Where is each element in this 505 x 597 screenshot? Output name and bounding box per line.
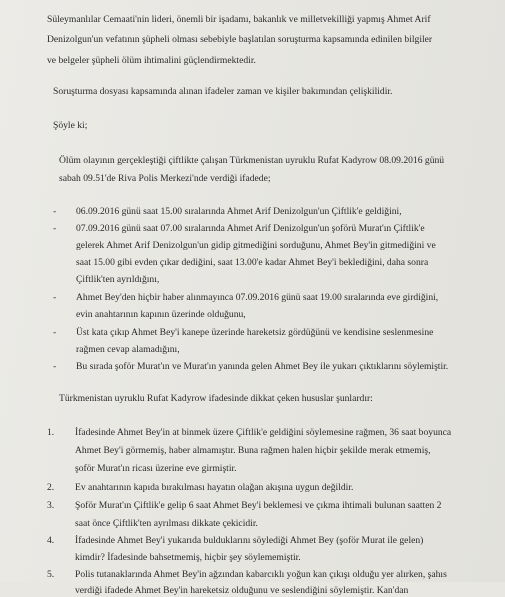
bullet-line: gelerek Ahmet Arif Denizolgun'un gidip gitmediğini sorduğunu, Ahmet Bey'in gitmediğini ve xyxy=(76,240,436,251)
list-number: 3. xyxy=(47,500,55,511)
list-number: 5. xyxy=(47,569,55,580)
list-number: 4. xyxy=(47,535,55,546)
list-number: 2. xyxy=(47,482,55,493)
bullet-line: rağmen cevap alamadığını, xyxy=(76,344,180,355)
list-line: Ev anahtarının kapıda bırakılması hayatın olağan akışına uygun değildir. xyxy=(75,482,354,493)
intro-line: Denizolgun'un vefatının şüpheli olması sebebiyle başlatılan soruşturma kapsamında edinilen bilgiler xyxy=(47,34,433,45)
bullet-line: evin anahtarının kapının üzerinde olduğunu, xyxy=(76,309,246,320)
list-line: İfadesinde Ahmet Bey'i yukarıda bulduklarını söylediği Ahmet Bey (şoför Murat ile gelen) xyxy=(75,535,424,546)
bullet-mark: - xyxy=(53,327,57,338)
paragraph: Soruşturma dosyası kapsamında alınan ifadeler zaman ve kişiler bakımından çelişkilidir. xyxy=(53,86,393,97)
bullet-mark: - xyxy=(53,206,57,217)
bullet-mark: - xyxy=(53,361,57,372)
list-line: şoför Murat'ın ricası üzerine eve girmiştir. xyxy=(75,463,237,474)
bullet-line: Bu sırada şoför Murat'ın ve Murat'ın yanında gelen Ahmet Bey ile yukarı çıktıklarını söylemiştir. xyxy=(76,361,449,372)
list-line: verdiği ifadede Ahmet Bey'in hareketsiz olduğunu ve seslendiğini söylemiştir. Kan'dan xyxy=(75,585,409,596)
list-line: kimdir? İfadesinde bahsetmemiş, hiçbir şey söylememiştir. xyxy=(75,552,301,563)
intro-line: ve belgeler şüpheli ölüm ihtimalini güçlendirmektedir. xyxy=(47,55,256,66)
bullet-line: 07.09.2016 günü saat 07.00 sıralarında Ahmet Arif Denizolgun'un şoförü Murat'ın Çiftlik'e xyxy=(76,223,425,234)
list-line: İfadesinde Ahmet Bey'in at binmek üzere Çiftlik'e geldiğini söylemesine rağmen, 36 saat boyunca xyxy=(75,427,452,438)
bullet-mark: - xyxy=(53,223,57,234)
bullet-line: saat 15.00 gibi evden çıkar dediğini, saat 13.00'e kadar Ahmet Bey'i beklediğini, daha sonra xyxy=(76,257,429,268)
paragraph: Türkmenistan uyruklu Rufat Kadyrow ifadesinde dikkat çeken hususlar şunlardır: xyxy=(59,393,373,404)
paragraph-line: sabah 09.51'de Riva Polis Merkezi'nde verdiği ifadede; xyxy=(59,173,271,184)
intro-line: Süleymanlılar Cemaati'nin lideri, önemli bir işadamı, bakanlık ve milletvekilliği yapmış Ahmet Arif xyxy=(47,14,431,25)
bullet-line: Çiftlik'ten ayrıldığını, xyxy=(76,274,160,285)
bullet-mark: - xyxy=(53,292,57,303)
list-line: Şoför Murat'ın Çiftlik'e gelip 6 saat Ahmet Bey'i beklemesi ve çıkma ihtimali bulunan saatten 2 xyxy=(75,500,442,511)
list-number: 1. xyxy=(47,427,55,438)
bullet-line: Ahmet Bey'den hiçbir haber alınmayınca 07.09.2016 günü saat 19.00 sıralarında eve girdiğini, xyxy=(76,292,439,303)
bullet-line: 06.09.2016 günü saat 15.00 sıralarında Ahmet Arif Denizolgun'un Çiftlik'e geldiğini, xyxy=(76,206,402,217)
list-line: Ahmet Bey'i görmemiş, haber almamıştır. Buna rağmen halen hiçbir şekilde merak etmemiş, xyxy=(75,445,431,456)
list-line: saat önce Çiftlik'ten ayrılması dikkate çekicidir. xyxy=(75,518,258,529)
list-line: Polis tutanaklarında Ahmet Bey'in ağzından kabarcıklı yoğun kan çıkışı olduğu yer alırken, şahıs xyxy=(75,569,447,580)
bullet-line: Üst kata çıkıp Ahmet Bey'i kanepe üzerinde hareketsiz gördüğünü ve kendisine seslenmesine xyxy=(76,327,434,338)
paragraph-line: Ölüm olayının gerçekleştiği çiftlikte çalışan Türkmenistan uyruklu Rufat Kadyrow 08.09.2016 günü xyxy=(59,155,445,166)
paragraph: Şöyle ki; xyxy=(53,120,88,131)
